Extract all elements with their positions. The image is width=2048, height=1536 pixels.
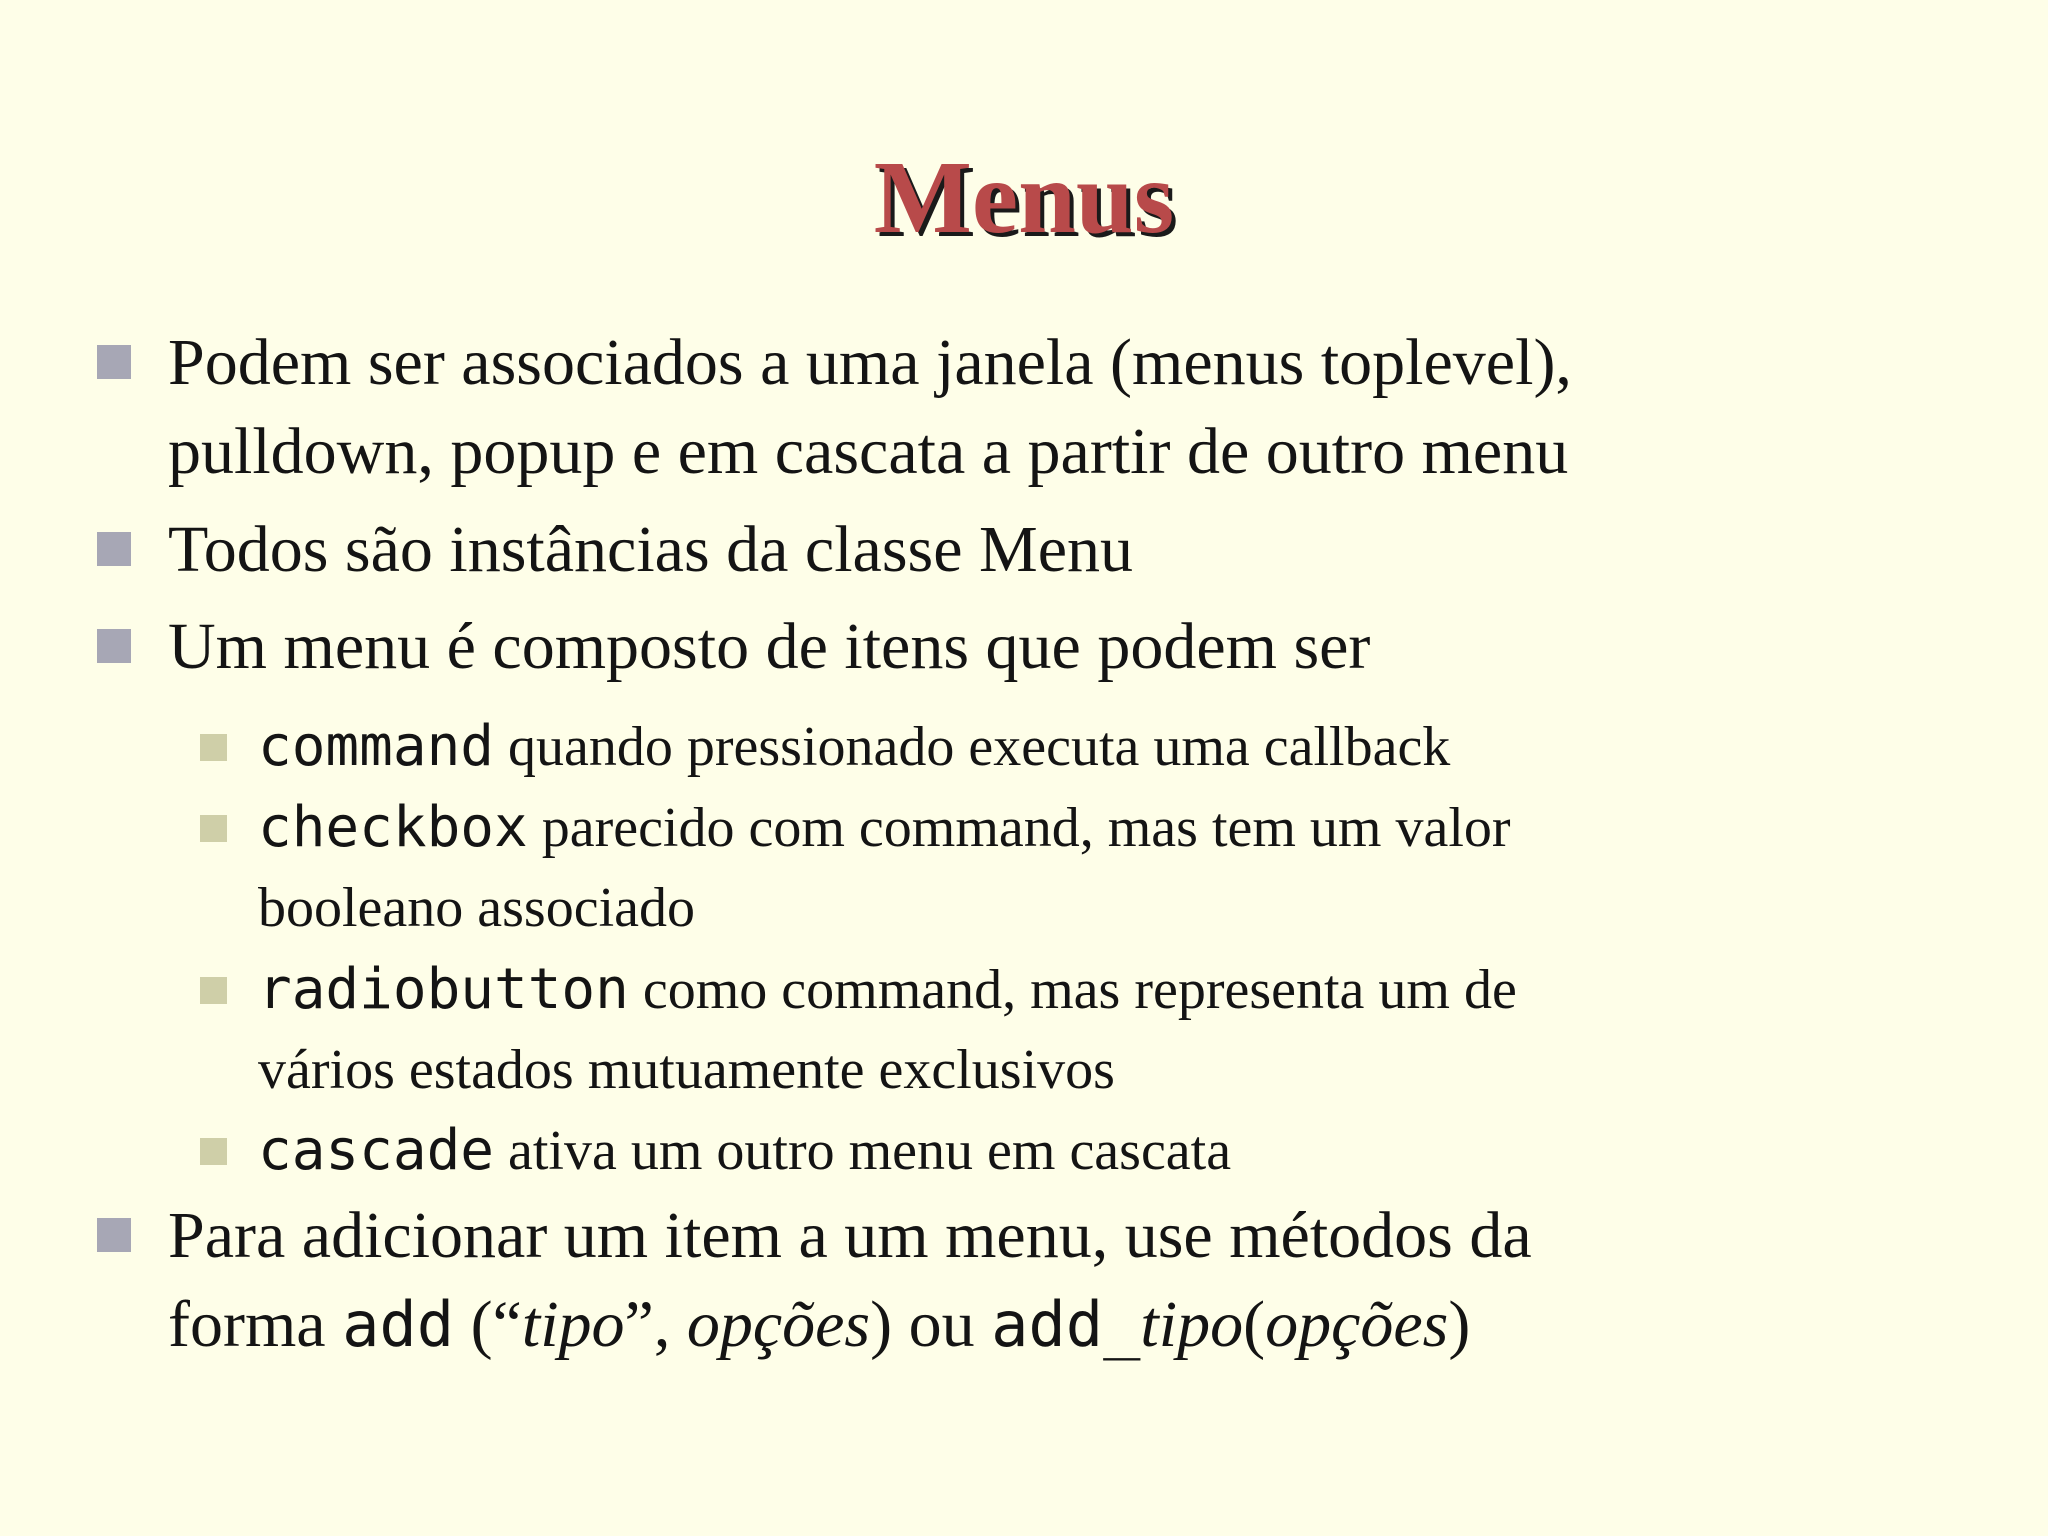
square-bullet-icon bbox=[97, 629, 131, 663]
square-bullet-icon bbox=[97, 532, 131, 566]
code-term: cascade bbox=[258, 1118, 495, 1183]
slide-title: Menus bbox=[873, 140, 1175, 255]
square-bullet-icon bbox=[200, 734, 227, 761]
italic-term: opções bbox=[686, 1288, 871, 1361]
code-term: add_ bbox=[991, 1288, 1141, 1361]
text-fragment: ( bbox=[1243, 1288, 1266, 1361]
bullet-text: Todos são instâncias da classe Menu bbox=[168, 513, 1133, 586]
sub-bullet-text bbox=[258, 950, 1517, 1030]
italic-term: opções bbox=[1265, 1288, 1449, 1361]
bullet-text bbox=[168, 1280, 1470, 1369]
bullet-text: pulldown, popup e em cascata a partir de outro menu bbox=[168, 415, 1569, 488]
text-fragment: ) bbox=[1448, 1288, 1471, 1361]
sub-bullet-text: vários estados mutuamente exclusivos bbox=[258, 1039, 1115, 1101]
description: parecido com command, mas tem um valor bbox=[527, 797, 1511, 859]
square-bullet-icon bbox=[97, 345, 131, 379]
sub-bullet-text bbox=[258, 1111, 1231, 1191]
italic-term: tipo bbox=[521, 1288, 625, 1361]
sub-bullet-text bbox=[258, 788, 1511, 868]
bullet-text: Podem ser associados a uma janela (menus toplevel), bbox=[168, 326, 1572, 399]
description: como command, mas representa um de bbox=[628, 959, 1517, 1021]
code-term: add bbox=[342, 1288, 455, 1361]
text-fragment: forma bbox=[168, 1288, 343, 1361]
code-term: command bbox=[258, 714, 495, 779]
square-bullet-icon bbox=[97, 1218, 131, 1252]
description: ativa um outro menu em cascata bbox=[494, 1120, 1232, 1182]
italic-term: tipo bbox=[1140, 1288, 1244, 1361]
square-bullet-icon bbox=[200, 977, 227, 1004]
sub-bullet-text: booleano associado bbox=[258, 877, 695, 939]
sub-bullet-text bbox=[258, 707, 1450, 787]
square-bullet-icon bbox=[200, 1138, 227, 1165]
description: quando pressionado executa uma callback bbox=[494, 716, 1451, 778]
text-fragment: ”, bbox=[624, 1288, 687, 1361]
code-term: radiobutton bbox=[258, 957, 629, 1022]
text-fragment: ) ou bbox=[870, 1288, 992, 1361]
bullet-text: Um menu é composto de itens que podem ser bbox=[168, 610, 1371, 683]
text-fragment: (“ bbox=[454, 1288, 522, 1361]
square-bullet-icon bbox=[200, 815, 227, 842]
bullet-text: Para adicionar um item a um menu, use métodos da bbox=[168, 1199, 1532, 1272]
code-term: checkbox bbox=[258, 795, 528, 860]
